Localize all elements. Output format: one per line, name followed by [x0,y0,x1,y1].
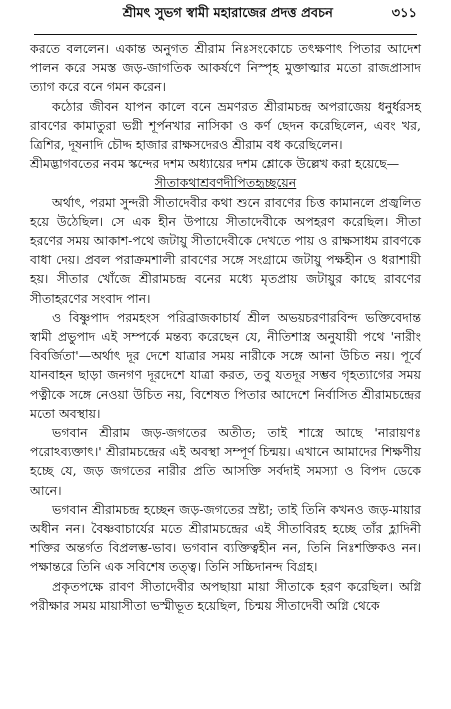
body-paragraph: অর্থাৎ, পরমা সুন্দরী সীতাদেবীর কথা শুনে রাবণের চিত্ত কামানলে প্রজ্বলিত হয়ে উঠেছিল। সে এক হীন উপায়ে সীতাদেবীকে অপহরণ করেছিল। সীতা হরণের সময় আকাশ-পথে জটায়ু সীতাদেবীকে দেখতে পায় ও রাক্ষসাধম রাবণকে বাধা দেয়। প্রবল পরাক্রমশালী রাবণের সঙ্গে সংগ্রামে জটায়ু পক্ষহীন ও ধরাশায়ী হয়। সীতার খোঁজে শ্রীরামচন্দ্র বনের মধ্যে মৃতপ্রায় জটায়ুর কাছে রাবণের সীতাহরণের সংবাদ পান। [30,194,421,306]
body-paragraph: প্রকৃতপক্ষে রাবণ সীতাদেবীর অপছায়া মায়া সীতাকে হরণ করেছিল। অগ্নি পরীক্ষার সময় মায়াসীতা ভস্মীভূত হয়েছিল, চিন্ময় সীতাদেবী অগ্নি থেকে [30,578,421,613]
body-paragraph: কঠোর জীবন যাপন কালে বনে ভ্রমণরত শ্রীরামচন্দ্র অপরাজেয় ধনুর্ধরসহ রাবণের কামাতুরা ভগ্নী শূর্পনখার নাসিকা ও কর্ণ ছেদন করেছিলেন, এবং খর, ত্রিশির, দূষনাদি চৌদ্দ হাজার রাক্ষসদেরও শ্রীরাম বধ করেছিলেন। [30,98,421,153]
body-paragraph: ভগবান শ্রীরাম জড়-জগতের অতীত; তাই শাস্ত্রে আছে 'নারায়ণঃ পরোঽব্যক্তাৎ।' শ্রীরামচন্দ্রের এই অবস্থা সম্পূর্ণ চিন্ময়। এখানে আমাদের শিক্ষণীয় হচ্ছে যে, জড় জগতের নারীর প্রতি আসক্তি সর্বদাই সমস্যা ও বিপদ ডেকে আনে। [30,425,421,498]
running-title: শ্রীমৎ সুভগ স্বামী মহারাজের প্রদত্ত প্রবচন [122,6,333,21]
body-paragraph: ভগবান শ্রীরামচন্দ্র হচ্ছেন জড়-জগতের স্রষ্টা; তাই তিনি কখনও জড়-মায়ার অধীন নন। বৈষ্ণবাচার্যের মতে শ্রীরামচন্দ্রের এই সীতাবিরহ হচ্ছে তাঁর হ্লাদিনী শক্তির অন্তর্গত বিপ্রলম্ভ-ভাব। ভগবান ব্যক্তিত্বহীন নন, তিনি নিঃশক্তিকও নন। পক্ষান্তরে তিনি এক সবিশেষ তত্ত্ব। তিনি সচ্চিদানন্দ বিগ্রহ। [30,501,421,575]
running-header [34,4,417,35]
page-number: ৩১১ [391,6,417,21]
body-paragraph: ও বিষ্ণুপাদ পরমহংস পরিব্রাজকাচার্য শ্রীল অভয়চরণারবিন্দ ভক্তিবেদান্ত স্বামী প্রভুপাদ এই সম্পর্কে মন্তব্য করেছেন যে, নীতিশাস্ত্র অনুযায়ী পথে 'নারীং বিবর্জিতা'—অর্থাৎ দূর দেশে যাত্রার সময় নারীকে সঙ্গে আনা উচিত নয়। পূর্বে যানবাহন ছাড়া জনগণ দূরদেশে যাত্রা করত, তবু যতদূর সম্ভব গৃহত্যাগের সময় পত্নীকে সঙ্গে নেওয়া উচিত নয়, বিশেষত পিতার আদেশে নির্বাসিত শ্রীরামচন্দ্রের মতো অবস্থায়। [30,309,421,421]
body-paragraph: শ্রীমদ্ভাগবতের নবম স্কন্দের দশম অধ্যায়ের দশম শ্লোকে উল্লেখ করা হয়েছে— [30,156,400,172]
body-paragraph: করতে বললেন। একান্ত অনুগত শ্রীরাম নিঃসংকোচে তৎক্ষণাৎ পিতার আদেশ পালন করে সমস্ত জড়-জাগতিক আকর্ষণে নিস্পৃহ মুক্তাত্মার মতো রাজপ্রাসাদ ত্যাগ করে বনে গমন করেন। [30,41,421,95]
sanskrit-verse: সীতাকথাশ্রবণদীপিতহৃচ্ছয়েন [154,175,297,191]
